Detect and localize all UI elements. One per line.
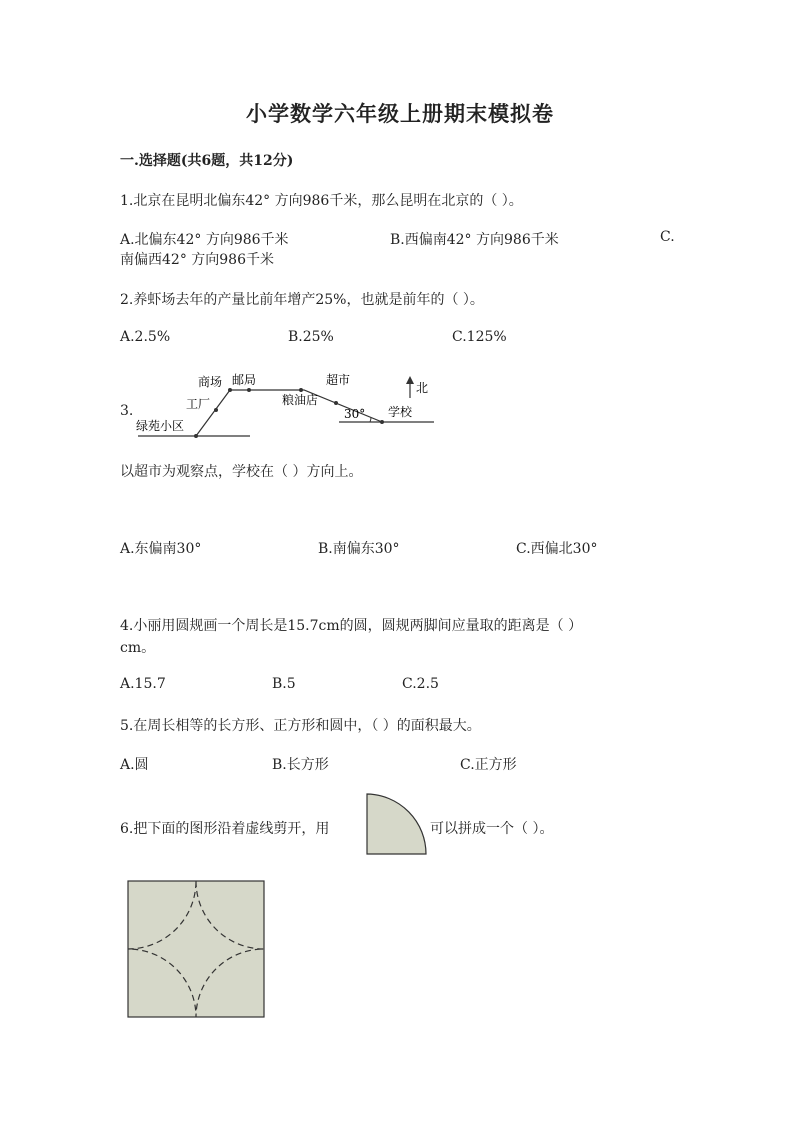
question-3-option-c: C.西偏北30° — [516, 541, 598, 557]
question-4-option-a: A.15.7 — [120, 676, 166, 692]
point-mall — [228, 388, 232, 392]
question-4-option-c: C.2.5 — [402, 676, 439, 692]
label-angle: 30° — [344, 407, 366, 421]
question-1-option-c-head: C. — [660, 229, 675, 245]
question-5-option-c: C.正方形 — [460, 757, 517, 773]
question-5-stem: 5.在周长相等的长方形、正方形和圆中，（ ）的面积最大。 — [120, 718, 481, 734]
question-2-option-b: B.25% — [288, 329, 334, 345]
point-grain-shop — [299, 388, 303, 392]
question-1-option-c-tail: 南偏西42° 方向986千米 — [120, 252, 274, 268]
square-cut-figure — [127, 880, 267, 1020]
question-5-option-b: B.长方形 — [272, 757, 329, 773]
question-3-stem: 以超市为观察点，学校在（ ）方向上。 — [120, 464, 363, 480]
point-supermarket — [334, 401, 338, 405]
label-mall: 商场 — [198, 375, 223, 389]
label-grain-shop: 粮油店 — [282, 393, 319, 407]
label-post: 邮局 — [232, 373, 257, 387]
question-6-stem-b: 可以拼成一个（ ）。 — [430, 821, 554, 837]
label-school: 学校 — [388, 405, 413, 419]
label-community: 绿苑小区 — [136, 419, 185, 433]
route-map-diagram — [134, 370, 439, 442]
question-3-number: 3. — [120, 403, 134, 419]
question-5-option-a: A.圆 — [120, 757, 149, 773]
point-factory — [214, 408, 218, 412]
question-6-stem-a: 6.把下面的图形沿着虚线剪开，用 — [120, 821, 330, 837]
quarter-circle-shape — [366, 793, 428, 857]
page-title: 小学数学六年级上册期末模拟卷 — [246, 101, 554, 126]
question-4-option-b: B.5 — [272, 676, 296, 692]
question-4-stem-tail: cm。 — [120, 640, 156, 656]
square-outline — [128, 881, 264, 1017]
question-1-stem: 1.北京在昆明北偏东42° 方向986千米，那么昆明在北京的（ ）。 — [120, 193, 523, 209]
question-2-option-a: A.2.5% — [120, 329, 171, 345]
question-1-option-a: A.北偏东42° 方向986千米 — [120, 232, 289, 248]
question-2-stem: 2.养虾场去年的产量比前年增产25%，也就是前年的（ ）。 — [120, 292, 484, 308]
section-heading: 一.选择题(共6题，共12分) — [120, 153, 294, 169]
question-1-option-b: B.西偏南42° 方向986千米 — [390, 232, 559, 248]
question-3-option-b: B.南偏东30° — [318, 541, 400, 557]
question-2-option-c: C.125% — [452, 329, 507, 345]
label-factory: 工厂 — [186, 397, 211, 411]
north-arrowhead-icon — [406, 376, 414, 384]
point-school — [380, 420, 384, 424]
point-post — [247, 388, 251, 392]
label-north: 北 — [416, 381, 429, 395]
label-supermarket: 超市 — [326, 373, 351, 387]
point-community — [194, 434, 198, 438]
question-3-option-a: A.东偏南30° — [120, 541, 202, 557]
question-4-stem: 4.小丽用圆规画一个周长是15.7cm的圆，圆规两脚间应量取的距离是（ ） — [120, 618, 583, 634]
